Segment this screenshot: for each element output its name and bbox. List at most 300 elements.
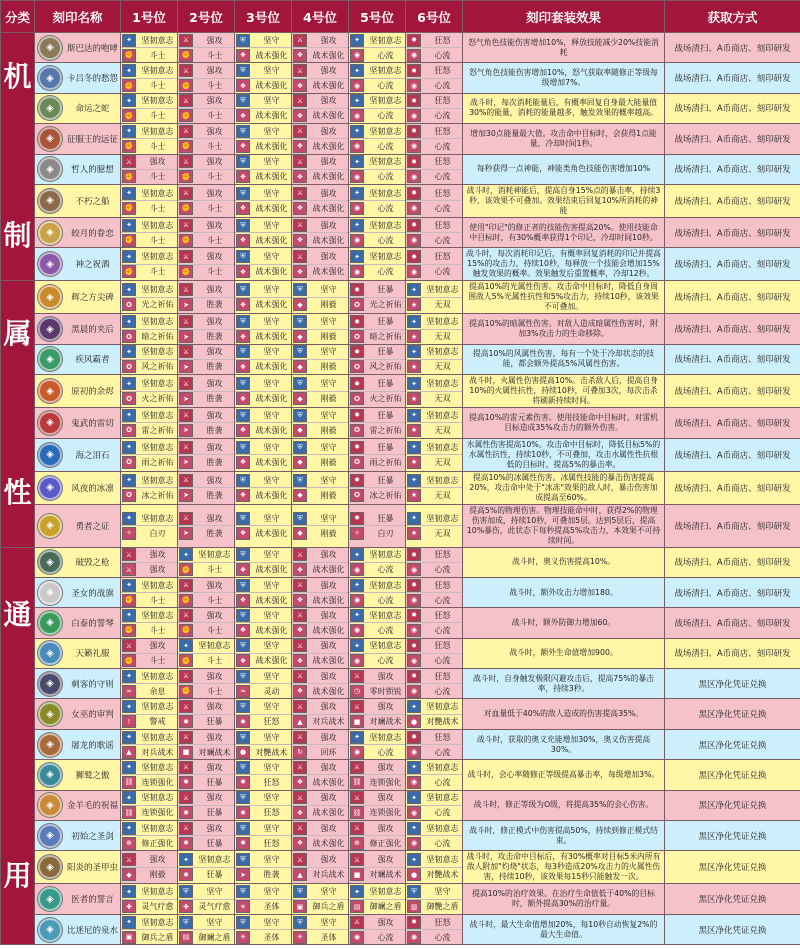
stat-icon: ⚔ bbox=[293, 822, 307, 835]
acquire-source: 战场清扫、A币商店、刻印研发 bbox=[665, 375, 800, 408]
slot-2-cell bbox=[178, 217, 235, 247]
slot-stat bbox=[178, 473, 234, 488]
stat-label: 战术强化 bbox=[312, 141, 345, 151]
acquire-source: 战场清扫、A币商店、刻印研发 bbox=[665, 184, 800, 217]
slot-4-cell bbox=[292, 281, 349, 314]
slot-2-cell bbox=[178, 729, 235, 759]
imprint-name: 风夜的冰凛 bbox=[71, 483, 114, 494]
slot-stat bbox=[235, 593, 291, 607]
stat-icon: ✦ bbox=[350, 94, 364, 107]
slot-stat bbox=[292, 315, 348, 330]
stat-label: 坚韧意志 bbox=[198, 855, 231, 865]
slot-stat bbox=[121, 700, 177, 715]
stat-label: 坚韧意志 bbox=[141, 702, 174, 712]
stat-label: 心流 bbox=[434, 932, 451, 942]
slot-stat bbox=[121, 623, 177, 637]
stat-icon: ✊ bbox=[122, 79, 136, 92]
acquire-source: 战场清扫、A币商店、刻印研发 bbox=[665, 471, 800, 504]
slot-stat bbox=[178, 639, 234, 654]
slot-stat bbox=[349, 548, 405, 563]
stat-icon: ✦ bbox=[122, 409, 136, 422]
stat-label: 心流 bbox=[434, 777, 451, 787]
slot-stat bbox=[235, 760, 291, 775]
slot-stat bbox=[349, 608, 405, 623]
slot-stat bbox=[121, 265, 177, 279]
slot-2-cell bbox=[178, 471, 235, 504]
stat-label: 战术强化 bbox=[312, 656, 345, 666]
stat-label: 强攻 bbox=[206, 220, 223, 230]
slot-stat bbox=[349, 283, 405, 298]
stat-icon: ◉ bbox=[407, 685, 421, 698]
stat-icon: ⛨ bbox=[236, 409, 250, 422]
slot-1-cell bbox=[121, 851, 178, 884]
slot-stat bbox=[121, 821, 177, 836]
stat-icon: ◆ bbox=[293, 360, 307, 373]
stat-label: 坚韧意志 bbox=[369, 641, 402, 651]
imprint-name: 狮鹫之傲 bbox=[75, 770, 110, 781]
stat-label: 斗士 bbox=[149, 172, 166, 182]
set-effect: 战斗时，最大生命值增加20%，每10秒自动恢复2%的最大生命值。 bbox=[463, 914, 665, 944]
slot-stat bbox=[121, 760, 177, 775]
slot-stat bbox=[178, 775, 234, 789]
stat-label: 心流 bbox=[434, 141, 451, 151]
category-cell bbox=[1, 547, 35, 945]
slot-stat bbox=[178, 654, 234, 668]
stat-label: 狂暴 bbox=[377, 317, 394, 327]
slot-stat bbox=[406, 315, 462, 330]
imprint-name: 征服王的远征 bbox=[66, 134, 118, 145]
stat-label: 坚韧意志 bbox=[141, 410, 174, 420]
set-effect: 对血量低于40%的敌人造成的伤害提高35%。 bbox=[463, 699, 665, 729]
table-row bbox=[1, 547, 800, 577]
slot-stat bbox=[406, 33, 462, 48]
slot-3-cell bbox=[235, 281, 292, 314]
slot-stat bbox=[406, 201, 462, 215]
table-row bbox=[1, 124, 800, 154]
stat-icon: ✪ bbox=[350, 392, 364, 405]
stat-icon: ★ bbox=[407, 360, 421, 373]
slot-2-cell bbox=[178, 33, 235, 63]
stat-label: 坚守 bbox=[263, 550, 280, 560]
stat-label: 斗士 bbox=[206, 686, 223, 696]
header-slot-3: 3号位 bbox=[235, 1, 292, 33]
stat-label: 坚守 bbox=[263, 96, 280, 106]
stat-label: 坚韧意志 bbox=[141, 188, 174, 198]
stat-icon: ⛨ bbox=[236, 822, 250, 835]
slot-stat bbox=[178, 124, 234, 139]
stat-icon: ✦ bbox=[179, 853, 193, 866]
slot-stat bbox=[349, 885, 405, 900]
slot-5-cell bbox=[349, 821, 406, 851]
slot-stat bbox=[121, 186, 177, 201]
stat-label: 战术强化 bbox=[312, 808, 345, 818]
stat-label: 强攻 bbox=[206, 732, 223, 742]
stat-icon: ✦ bbox=[122, 761, 136, 774]
stat-icon: ◉ bbox=[350, 594, 364, 607]
stat-icon: ✸ bbox=[407, 187, 421, 200]
stat-label: 坚守 bbox=[263, 823, 280, 833]
stat-icon: ⚔ bbox=[293, 219, 307, 232]
slot-stat bbox=[121, 330, 177, 344]
slot-stat bbox=[406, 915, 462, 930]
stat-icon: ❖ bbox=[236, 109, 250, 122]
stat-label: 战术强化 bbox=[312, 203, 345, 213]
slot-stat bbox=[121, 791, 177, 806]
set-effect: 战斗时，额外防御力增加60。 bbox=[463, 608, 665, 638]
stat-icon: ❖ bbox=[236, 202, 250, 215]
slot-stat bbox=[292, 48, 348, 62]
stat-icon: ✸ bbox=[407, 670, 421, 683]
assassin-icon: ◈ bbox=[38, 672, 62, 696]
stat-icon: ✪ bbox=[122, 298, 136, 311]
stat-icon: ⛨ bbox=[236, 219, 250, 232]
stat-icon: ✊ bbox=[179, 624, 193, 637]
stat-icon: ✪ bbox=[122, 424, 136, 437]
stat-label: 坚韧意志 bbox=[426, 317, 459, 327]
stat-icon: ❖ bbox=[293, 806, 307, 819]
slot-stat bbox=[235, 715, 291, 729]
slot-stat bbox=[406, 139, 462, 153]
stat-label: 坚韧意志 bbox=[426, 855, 459, 865]
stat-label: 坚守 bbox=[263, 317, 280, 327]
table-row bbox=[1, 608, 800, 638]
stat-label: 强攻 bbox=[377, 762, 394, 772]
stat-label: 心流 bbox=[434, 656, 451, 666]
slot-stat bbox=[178, 715, 234, 729]
slot-stat bbox=[235, 124, 291, 139]
set-effect: 怒气角色技能伤害增加10%，释放技能减少20%技能消耗 bbox=[463, 33, 665, 63]
slot-2-cell bbox=[178, 124, 235, 154]
header-slot-1: 1号位 bbox=[121, 1, 178, 33]
slot-stat bbox=[406, 715, 462, 729]
stat-icon: ✊ bbox=[122, 202, 136, 215]
stat-label: 御兵之盾 bbox=[141, 932, 174, 942]
stat-label: 战术强化 bbox=[255, 50, 288, 60]
stat-label: 战术强化 bbox=[255, 394, 288, 404]
slot-stat bbox=[121, 806, 177, 820]
table-row bbox=[1, 884, 800, 914]
stat-label: 对艷战术 bbox=[426, 717, 459, 727]
stat-icon: ❖ bbox=[236, 140, 250, 153]
stat-label: 心流 bbox=[434, 235, 451, 245]
slot-6-cell bbox=[406, 790, 463, 820]
stat-label: 坚守 bbox=[263, 641, 280, 651]
slot-4-cell bbox=[292, 729, 349, 759]
slot-stat bbox=[121, 124, 177, 139]
slot-2-cell bbox=[178, 184, 235, 217]
stat-label: 强攻 bbox=[206, 475, 223, 485]
slot-stat bbox=[349, 821, 405, 836]
stat-label: 坚守 bbox=[263, 442, 280, 452]
harp-icon: ◈ bbox=[38, 611, 62, 635]
stat-icon: ✦ bbox=[407, 761, 421, 774]
stat-label: 无双 bbox=[434, 528, 451, 538]
slot-stat bbox=[406, 669, 462, 684]
slot-5-cell bbox=[349, 154, 406, 184]
stat-label: 坚守 bbox=[320, 475, 337, 485]
stat-icon: ✪ bbox=[350, 298, 364, 311]
slot-stat bbox=[235, 250, 291, 265]
stat-label: 坚守 bbox=[263, 887, 280, 897]
stat-label: 心流 bbox=[434, 111, 451, 121]
stat-icon: ⛨ bbox=[179, 885, 193, 898]
slot-4-cell bbox=[292, 669, 349, 699]
imprint-name-cell bbox=[35, 408, 121, 438]
stat-label: 胜袭 bbox=[206, 490, 223, 500]
stat-label: 战术强化 bbox=[255, 362, 288, 372]
stat-label: 狂暴 bbox=[206, 870, 223, 880]
slot-stat bbox=[406, 578, 462, 593]
table-row bbox=[1, 248, 800, 281]
slot-stat bbox=[292, 669, 348, 684]
slot-2-cell bbox=[178, 608, 235, 638]
slot-stat bbox=[349, 639, 405, 654]
stat-icon: ◉ bbox=[350, 79, 364, 92]
slot-1-cell bbox=[121, 914, 178, 944]
category-char: 属 bbox=[3, 316, 32, 350]
stat-label: 狂暴 bbox=[377, 513, 394, 523]
stat-label: 战术强化 bbox=[255, 172, 288, 182]
stat-icon: ◉ bbox=[407, 170, 421, 183]
slot-stat bbox=[178, 423, 234, 437]
stat-icon: ✦ bbox=[122, 700, 136, 713]
stat-icon: ★ bbox=[407, 392, 421, 405]
stat-label: 无双 bbox=[434, 394, 451, 404]
slot-5-cell bbox=[349, 504, 406, 547]
stat-label: 胜袭 bbox=[206, 332, 223, 342]
slot-stat bbox=[349, 684, 405, 698]
stat-label: 坚守 bbox=[263, 379, 280, 389]
imprint-name-cell bbox=[35, 914, 121, 944]
wind-icon: ◈ bbox=[38, 347, 62, 371]
stat-icon: ➤ bbox=[179, 424, 193, 437]
stat-icon: ⛓ bbox=[350, 776, 364, 789]
slot-stat bbox=[178, 392, 234, 406]
stat-label: 心流 bbox=[434, 172, 451, 182]
stat-label: 坚韧意志 bbox=[141, 671, 174, 681]
set-effect: 战斗时，攻击命中目标后，有30%概率对目标5米内所有敌人附加"灼烧"状态，每3秒造成20%攻击力的火属性伤害，持续10秒，该效果每15秒只能触发一次。 bbox=[463, 851, 665, 884]
stat-icon: ❖ bbox=[236, 392, 250, 405]
stat-label: 坚守 bbox=[263, 732, 280, 742]
stat-label: 坚守 bbox=[263, 513, 280, 523]
stat-icon: ❖ bbox=[236, 654, 250, 667]
slot-5-cell bbox=[349, 790, 406, 820]
slot-stat bbox=[349, 377, 405, 392]
stat-label: 坚韧意志 bbox=[198, 641, 231, 651]
slot-stat bbox=[121, 885, 177, 900]
slot-stat bbox=[406, 623, 462, 637]
stat-label: 坚守 bbox=[263, 252, 280, 262]
slot-4-cell bbox=[292, 33, 349, 63]
stat-icon: ◆ bbox=[293, 489, 307, 502]
category-label bbox=[1, 294, 34, 533]
stat-label: 狂怒 bbox=[434, 126, 451, 136]
stat-label: 无双 bbox=[434, 332, 451, 342]
slot-stat bbox=[292, 79, 348, 93]
slot-stat bbox=[178, 930, 234, 944]
stat-label: 胜袭 bbox=[263, 870, 280, 880]
stat-icon: ⚔ bbox=[179, 409, 193, 422]
slot-4-cell bbox=[292, 577, 349, 607]
stat-icon: ❖ bbox=[236, 624, 250, 637]
slot-stat bbox=[178, 511, 234, 526]
slot-stat bbox=[406, 868, 462, 882]
slot-stat bbox=[349, 511, 405, 526]
slot-stat bbox=[121, 669, 177, 684]
stat-icon: ◉ bbox=[350, 49, 364, 62]
slot-1-cell bbox=[121, 408, 178, 438]
category-char: 用 bbox=[3, 858, 32, 892]
slot-stat bbox=[121, 250, 177, 265]
slot-4-cell bbox=[292, 375, 349, 408]
stat-label: 刚毅 bbox=[320, 362, 337, 372]
stat-icon: ✸ bbox=[236, 806, 250, 819]
stat-label: 狂怒 bbox=[263, 717, 280, 727]
slot-stat bbox=[406, 440, 462, 455]
stat-label: 坚守 bbox=[263, 188, 280, 198]
table-row bbox=[1, 669, 800, 699]
slot-stat bbox=[178, 791, 234, 806]
slot-5-cell bbox=[349, 914, 406, 944]
stat-label: 坚韧意志 bbox=[369, 66, 402, 76]
stat-icon: ✸ bbox=[407, 250, 421, 263]
stat-label: 强攻 bbox=[149, 641, 166, 651]
stat-icon: ⛨ bbox=[236, 155, 250, 168]
slot-stat bbox=[235, 33, 291, 48]
acquire-source: 黑区净化凭证兑换 bbox=[665, 884, 800, 914]
slot-stat bbox=[178, 548, 234, 563]
slot-4-cell bbox=[292, 438, 349, 471]
stat-label: 心流 bbox=[377, 111, 394, 121]
stat-label: 心流 bbox=[434, 747, 451, 757]
stat-icon: ▣ bbox=[122, 931, 136, 944]
slot-stat bbox=[292, 608, 348, 623]
slot-stat bbox=[406, 930, 462, 944]
stat-icon: ✦ bbox=[407, 700, 421, 713]
stat-label: 连锁强化 bbox=[141, 808, 174, 818]
header-name: 刻印名称 bbox=[35, 1, 121, 33]
slot-6-cell bbox=[406, 408, 463, 438]
stat-label: 强攻 bbox=[206, 347, 223, 357]
stat-icon: ⛨ bbox=[236, 579, 250, 592]
slot-stat bbox=[292, 715, 348, 729]
slot-5-cell bbox=[349, 851, 406, 884]
slot-3-cell bbox=[235, 884, 292, 914]
set-effect: 提高10%的暗属性伤害。对敌人造成暗属性伤害时，附加3%攻击力的生命移除。 bbox=[463, 314, 665, 344]
imprint-name-cell bbox=[35, 547, 121, 577]
imprint-name-cell bbox=[35, 154, 121, 184]
slot-stat bbox=[235, 109, 291, 123]
slot-stat bbox=[406, 473, 462, 488]
stat-icon: ✊ bbox=[179, 563, 193, 576]
acquire-source: 战场清扫、A币商店、刻印研发 bbox=[665, 608, 800, 638]
stat-label: 坚韧意志 bbox=[141, 347, 174, 357]
stat-label: 强攻 bbox=[377, 855, 394, 865]
stat-icon: ⛨ bbox=[236, 609, 250, 622]
stat-icon: ⛨ bbox=[236, 94, 250, 107]
slot-stat bbox=[178, 94, 234, 109]
slot-5-cell bbox=[349, 577, 406, 607]
slot-5-cell bbox=[349, 375, 406, 408]
stat-icon: ⚔ bbox=[179, 474, 193, 487]
slot-5-cell bbox=[349, 638, 406, 668]
stat-label: 白刃 bbox=[149, 528, 166, 538]
stat-label: 坚守 bbox=[263, 66, 280, 76]
stat-label: 强攻 bbox=[377, 823, 394, 833]
slot-3-cell bbox=[235, 124, 292, 154]
stat-label: 心流 bbox=[434, 595, 451, 605]
stat-label: 刚毅 bbox=[320, 457, 337, 467]
stat-icon: ✊ bbox=[179, 49, 193, 62]
stat-label: 斗士 bbox=[206, 565, 223, 575]
slot-2-cell bbox=[178, 314, 235, 344]
stat-icon: ⚔ bbox=[350, 853, 364, 866]
slot-stat bbox=[292, 930, 348, 944]
slot-stat bbox=[178, 64, 234, 79]
stat-label: 战术强化 bbox=[255, 656, 288, 666]
stat-label: 坚韧意志 bbox=[141, 66, 174, 76]
stat-label: 强攻 bbox=[206, 442, 223, 452]
stat-label: 战术强化 bbox=[312, 625, 345, 635]
stat-label: 狂怒 bbox=[434, 157, 451, 167]
slot-3-cell bbox=[235, 471, 292, 504]
stat-icon: ◉ bbox=[407, 109, 421, 122]
slot-stat bbox=[292, 623, 348, 637]
acquire-source: 战场清扫、A币商店、刻印研发 bbox=[665, 504, 800, 547]
imprint-name-cell bbox=[35, 760, 121, 790]
slot-stat bbox=[292, 139, 348, 153]
stat-icon: ❖ bbox=[293, 79, 307, 92]
stat-icon: ⛨ bbox=[236, 187, 250, 200]
imprint-name-cell bbox=[35, 124, 121, 154]
stat-icon: ⛨ bbox=[236, 377, 250, 390]
stat-icon: ⚔ bbox=[293, 731, 307, 744]
stat-label: 狂暴 bbox=[206, 717, 223, 727]
imprint-name: 命运之蛇 bbox=[75, 104, 110, 115]
slot-stat bbox=[121, 526, 177, 540]
slot-stat bbox=[292, 526, 348, 540]
stat-icon: ➤ bbox=[179, 330, 193, 343]
acquire-source: 黑区净化凭证兑换 bbox=[665, 699, 800, 729]
slot-2-cell bbox=[178, 760, 235, 790]
stat-icon: ✸ bbox=[407, 155, 421, 168]
stat-icon: ★ bbox=[407, 330, 421, 343]
witch-eye-icon: ◈ bbox=[38, 702, 62, 726]
slot-stat bbox=[349, 593, 405, 607]
imprint-name: 卡吕冬的愁怨 bbox=[66, 74, 118, 85]
stat-label: 坚韧意志 bbox=[426, 762, 459, 772]
slot-3-cell bbox=[235, 790, 292, 820]
slot-stat bbox=[121, 408, 177, 423]
stat-icon: ✦ bbox=[122, 219, 136, 232]
stat-icon: ➤ bbox=[179, 298, 193, 311]
slot-stat bbox=[178, 377, 234, 392]
slot-stat bbox=[292, 730, 348, 745]
slot-stat bbox=[292, 563, 348, 577]
stat-icon: ⚔ bbox=[179, 315, 193, 328]
slot-stat bbox=[121, 440, 177, 455]
table-row bbox=[1, 760, 800, 790]
stat-label: 战术强化 bbox=[312, 838, 345, 848]
slot-stat bbox=[292, 298, 348, 312]
stat-label: 坚守 bbox=[434, 887, 451, 897]
slot-1-cell bbox=[121, 375, 178, 408]
slot-stat bbox=[121, 345, 177, 360]
slot-stat bbox=[235, 423, 291, 437]
slot-stat bbox=[406, 79, 462, 93]
slot-stat bbox=[349, 526, 405, 540]
slot-stat bbox=[406, 218, 462, 233]
